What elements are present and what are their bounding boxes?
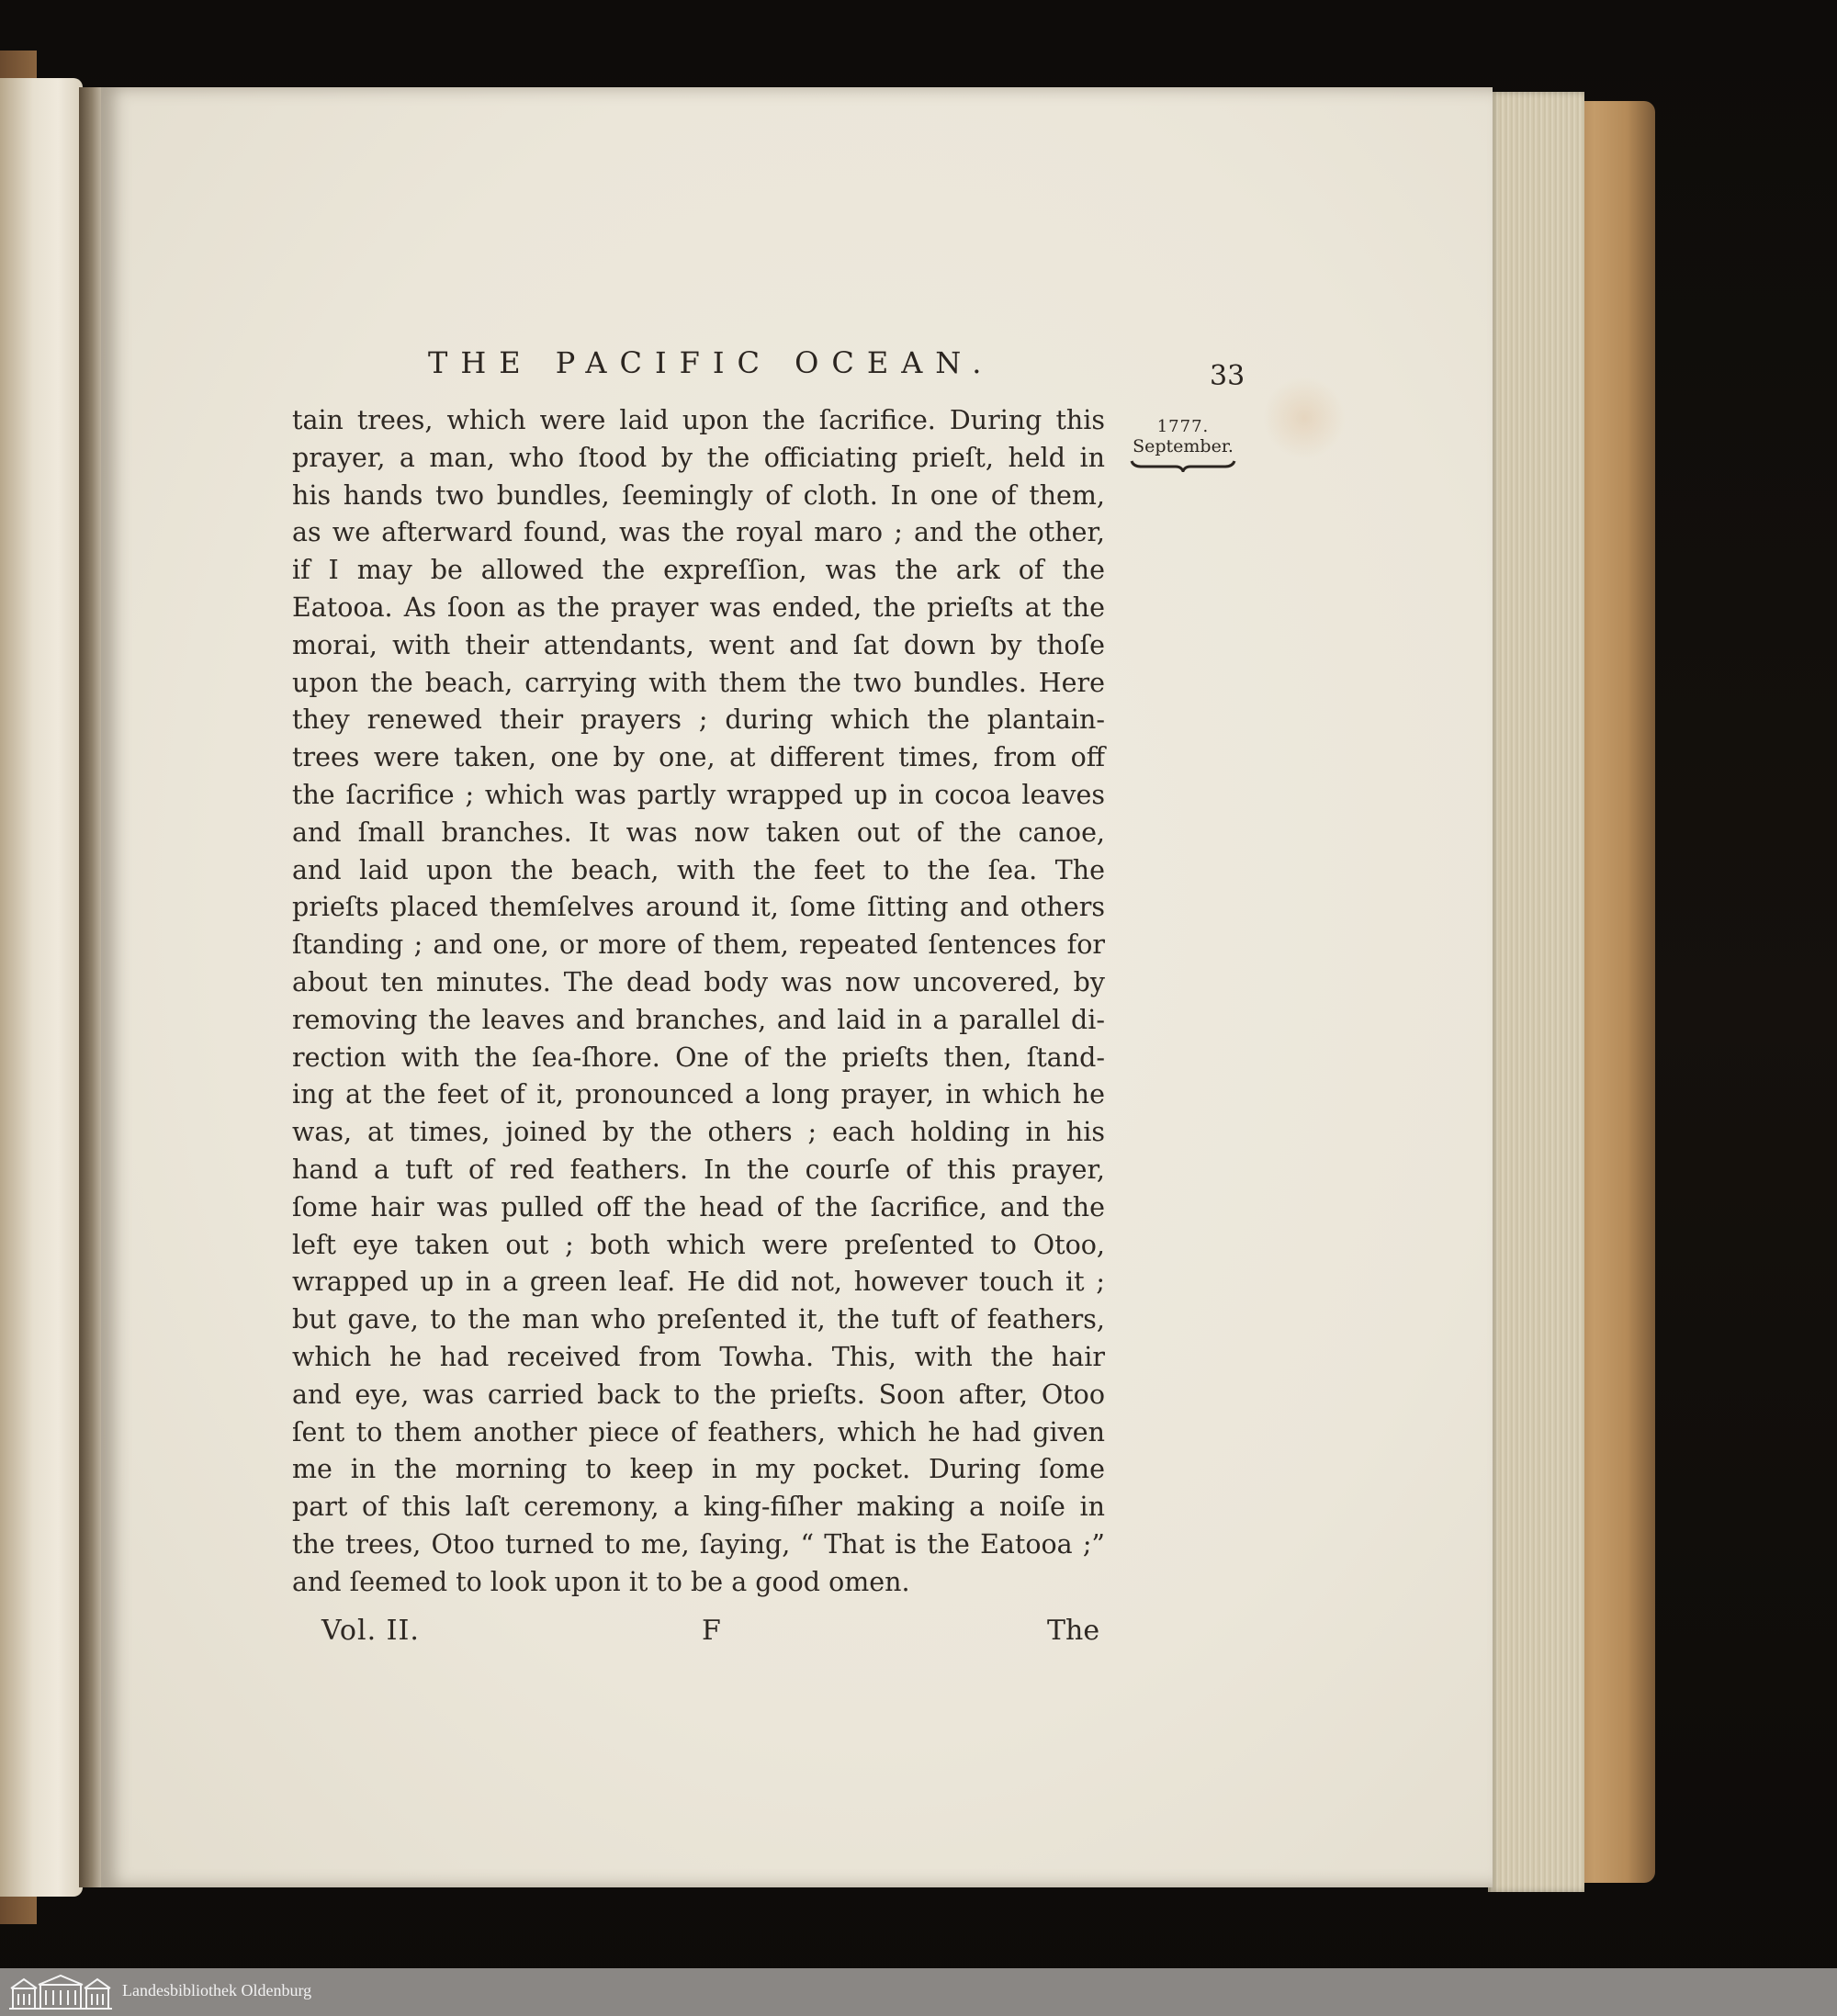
text-line: and ſmall branches. It was now taken out of the canoe,: [292, 817, 1105, 848]
text-line: ſtanding ; and one, or more of them, repeated ſentences for: [292, 929, 1105, 961]
catchword: The: [1047, 1615, 1100, 1647]
volume-marker: Vol. II.: [321, 1615, 420, 1647]
margin-year: 1777.: [1156, 417, 1210, 436]
text-line: rection with the ſea-ſhore. One of the prieſts then, ſtand-: [292, 1042, 1105, 1073]
text-line: and laid upon the beach, with the feet to the ſea. The: [292, 854, 1105, 885]
text-line: if I may be allowed the expreſſion, was the ark of the: [292, 555, 1105, 586]
page-number: 33: [1210, 360, 1245, 392]
text-line: about ten minutes. The dead body was now uncovered, by: [292, 966, 1105, 997]
body-text: [292, 402, 1105, 1602]
margin-date-note: [1128, 419, 1238, 472]
text-line: they renewed their prayers ; during which the plantain-: [292, 704, 1105, 736]
text-line: prayer, a man, who ſtood by the officiating prieſt, held in: [292, 442, 1105, 473]
text-line: the trees, Otoo turned to me, ſaying, “ That is the Eatooa ;”: [292, 1528, 1105, 1560]
text-line: the ſacrifice ; which was partly wrapped up in cocoa leaves: [292, 779, 1105, 810]
library-footer-bar: [0, 1968, 1837, 2016]
text-line: ſome hair was pulled off the head of the ſacrifice, and the: [292, 1191, 1105, 1222]
text-line: as we afterward found, was the royal maro ; and the other,: [292, 517, 1105, 548]
page-block-edges: [1488, 92, 1584, 1892]
text-line: ing at the feet of it, pronounced a long prayer, in which he: [292, 1079, 1105, 1110]
text-line: but gave, to the man who preſented it, the tuft of feathers,: [292, 1304, 1105, 1335]
running-head: THE PACIFIC OCEAN.: [428, 345, 995, 380]
text-line: wrapped up in a green leaf. He did not, however touch it ;: [292, 1267, 1105, 1298]
text-line: which he had received from Towha. This, with the hair: [292, 1341, 1105, 1372]
margin-month: September.: [1133, 436, 1234, 456]
text-line: was, at times, joined by the others ; each holding in his: [292, 1117, 1105, 1148]
library-name: Landesbibliothek Oldenburg: [122, 1981, 312, 1999]
text-line: me in the morning to keep in my pocket. During ſome: [292, 1454, 1105, 1485]
text-line: part of this laſt ceremony, a king-fiſher making a noiſe in: [292, 1492, 1105, 1523]
text-line: prieſts placed themſelves around it, ſome ſitting and others: [292, 892, 1105, 923]
text-line: his hands two bundles, ſeemingly of cloth. In one of them,: [292, 479, 1105, 511]
text-line: ſent to them another piece of feathers, which he had given: [292, 1416, 1105, 1447]
brace-icon: [1130, 457, 1236, 472]
signature-mark: F: [702, 1615, 721, 1647]
text-line: trees were taken, one by one, at different times, from off: [292, 742, 1105, 773]
text-line: hand a tuft of red feathers. In the courſe of this prayer,: [292, 1154, 1105, 1185]
text-line: Eatooa. As ſoon as the prayer was ended, the prieſts at the: [292, 591, 1105, 623]
text-line: removing the leaves and branches, and laid in a parallel di-: [292, 1004, 1105, 1035]
text-line: and eye, was carried back to the prieſts. Soon after, Otoo: [292, 1379, 1105, 1410]
text-line: upon the beach, carrying with them the two bundles. Here: [292, 667, 1105, 698]
text-line: and ſeemed to look upon it to be a good omen.: [292, 1566, 910, 1597]
paper-stain: [1263, 377, 1346, 459]
text-line: morai, with their attendants, went and ſat down by thoſe: [292, 629, 1105, 660]
library-building-icon: [7, 1974, 114, 2010]
left-page-edge: [0, 78, 83, 1897]
text-line: left eye taken out ; both which were preſented to Otoo,: [292, 1229, 1105, 1260]
text-line: tain trees, which were laid upon the ſacrifice. During this: [292, 405, 1105, 435]
